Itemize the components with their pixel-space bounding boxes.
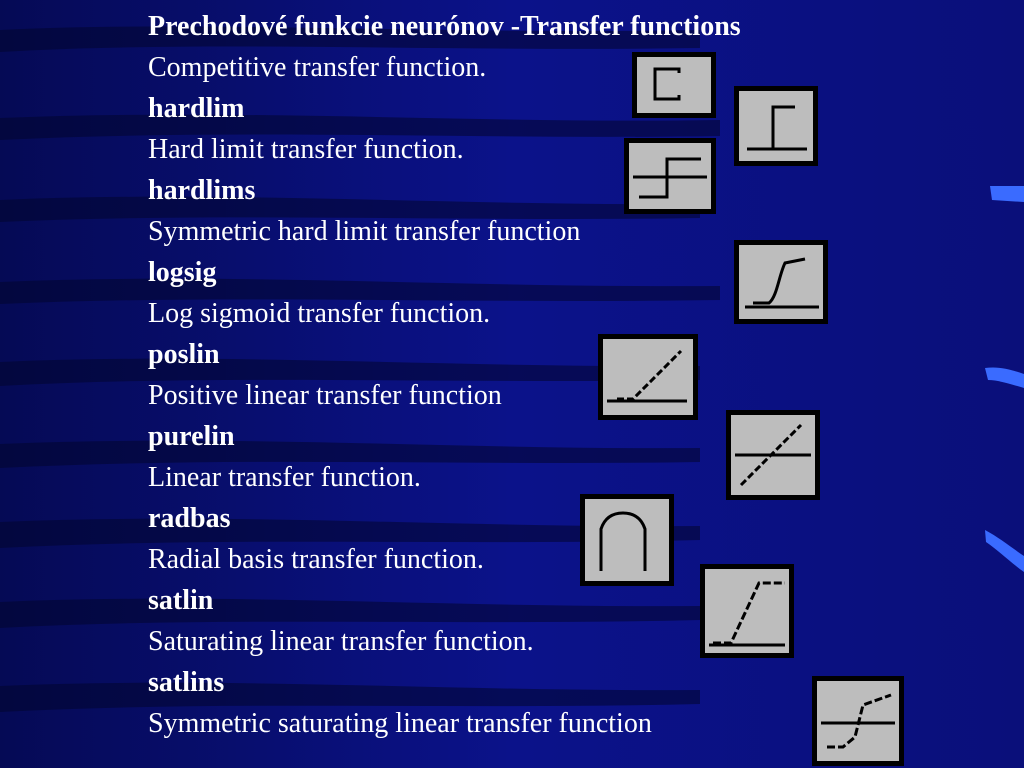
logsig-icon (734, 240, 828, 324)
function-description-purelin: Linear transfer function. (148, 462, 421, 493)
function-name-poslin: poslin (148, 339, 220, 370)
satlin-icon (700, 564, 794, 658)
radbas-icon (580, 494, 674, 586)
function-name-radbas: radbas (148, 503, 231, 534)
function-description-hardlim: Hard limit transfer function. (148, 134, 464, 165)
hardlim-icon (734, 86, 818, 166)
function-name-satlins: satlins (148, 667, 225, 698)
function-name-logsig: logsig (148, 257, 217, 288)
function-name-purelin: purelin (148, 421, 235, 452)
purelin-icon (726, 410, 820, 500)
function-description-satlin: Saturating linear transfer function. (148, 626, 534, 657)
function-name-hardlim: hardlim (148, 93, 245, 124)
function-description-poslin: Positive linear transfer function (148, 380, 502, 411)
function-description-hardlims: Symmetric hard limit transfer function (148, 216, 581, 247)
slide-title: Prechodové funkcie neurónov -Transfer functions (148, 11, 741, 42)
function-description-radbas: Radial basis transfer function. (148, 544, 484, 575)
function-name-satlin: satlin (148, 585, 214, 616)
hardlims-icon (624, 138, 716, 214)
function-name-hardlims: hardlims (148, 175, 256, 206)
poslin-icon (598, 334, 698, 420)
function-description-satlins: Symmetric saturating linear transfer function (148, 708, 652, 739)
function-description-logsig: Log sigmoid transfer function. (148, 298, 491, 329)
satlins-icon (812, 676, 904, 766)
compet-icon (632, 52, 716, 118)
function-description-compet: Competitive transfer function. (148, 52, 487, 83)
